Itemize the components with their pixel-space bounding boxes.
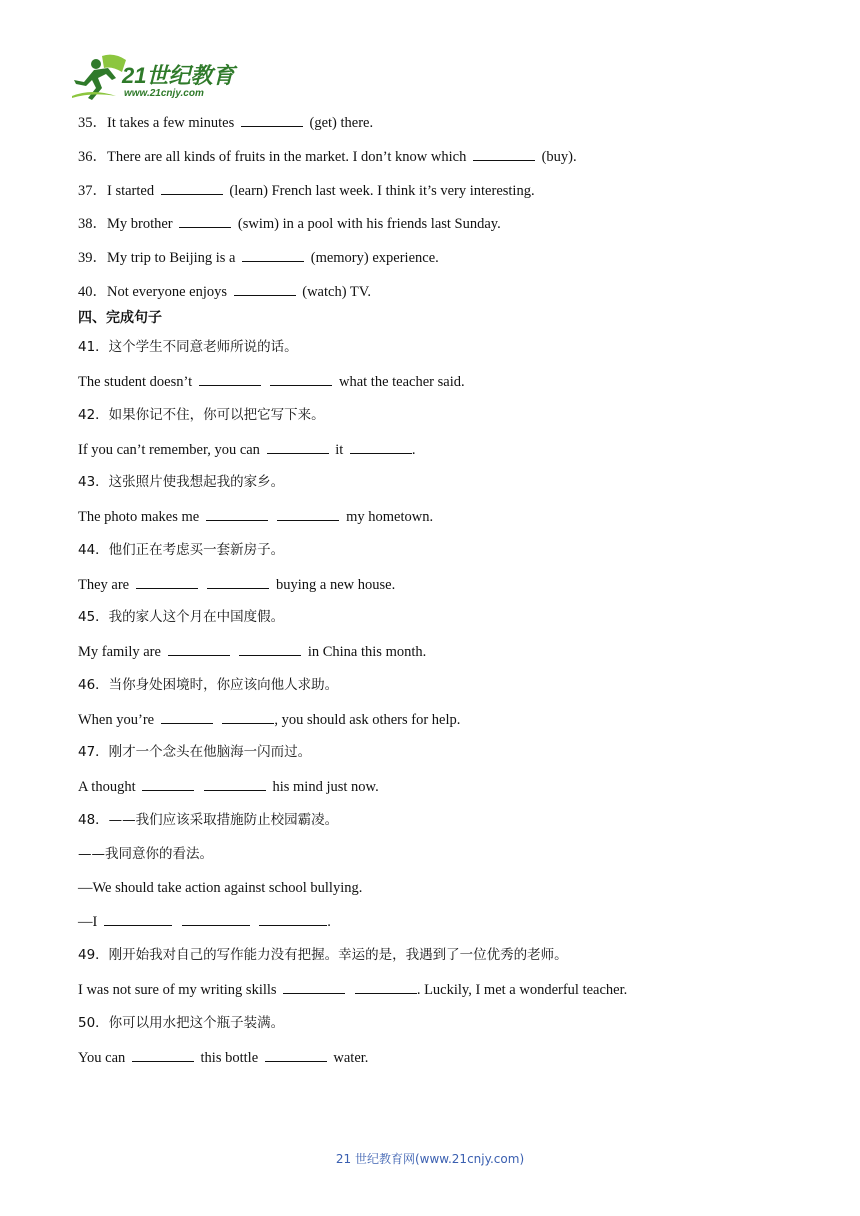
answer-blank[interactable] <box>239 641 301 656</box>
answer-blank[interactable] <box>259 911 327 926</box>
question-47-chinese: 47．刚才一个念头在他脑海一闪而过。 <box>78 744 312 760</box>
logo-url-text: www.21cnjy.com <box>124 88 204 99</box>
question-36: 36．There are all kinds of fruits in the market. I don’t know which (buy). <box>78 146 577 167</box>
question-37: 37．I started (learn) French last week. I think it’s very interesting. <box>78 180 535 201</box>
question-44-english: They are buying a new house. <box>78 574 395 595</box>
answer-blank[interactable] <box>355 979 417 994</box>
question-42-chinese: 42．如果你记不住，你可以把它写下来。 <box>78 407 325 423</box>
question-43-english: The photo makes me my hometown. <box>78 506 433 527</box>
answer-blank[interactable] <box>207 574 269 589</box>
question-48-chinese-1: 48．——我们应该采取措施防止校园霸凌。 <box>78 812 339 828</box>
question-45-chinese: 45．我的家人这个月在中国度假。 <box>78 609 285 625</box>
answer-blank[interactable] <box>206 506 268 521</box>
question-42-english: If you can’t remember, you can it . <box>78 439 416 460</box>
answer-blank[interactable] <box>142 776 194 791</box>
question-number: 37． <box>78 183 107 199</box>
question-number: 40． <box>78 284 107 300</box>
answer-blank[interactable] <box>473 146 535 161</box>
question-47-english: A thought his mind just now. <box>78 776 379 797</box>
question-48-chinese-2: ——我同意你的看法。 <box>78 846 213 862</box>
answer-blank[interactable] <box>270 371 332 386</box>
question-43-chinese: 43．这张照片使我想起我的家乡。 <box>78 474 285 490</box>
logo-brand-text: 21世纪教育 <box>122 63 235 88</box>
question-48-english-2: —I . <box>78 911 331 932</box>
site-logo <box>72 52 242 104</box>
question-number: 39． <box>78 250 107 266</box>
answer-blank[interactable] <box>267 439 329 454</box>
answer-blank[interactable] <box>179 213 231 228</box>
answer-blank[interactable] <box>265 1047 327 1062</box>
answer-blank[interactable] <box>222 709 274 724</box>
answer-blank[interactable] <box>132 1047 194 1062</box>
question-39: 39．My trip to Beijing is a (memory) experience. <box>78 247 439 268</box>
answer-blank[interactable] <box>136 574 198 589</box>
question-number: 35． <box>78 115 107 131</box>
question-46-chinese: 46．当你身处困境时，你应该向他人求助。 <box>78 677 339 693</box>
question-49-english: I was not sure of my writing skills . Luckily, I met a wonderful teacher. <box>78 979 627 1000</box>
section-title: 四、完成句子 <box>78 310 162 326</box>
answer-blank[interactable] <box>283 979 345 994</box>
question-41-chinese: 41．这个学生不同意老师所说的话。 <box>78 339 298 355</box>
question-38: 38．My brother (swim) in a pool with his friends last Sunday. <box>78 213 501 234</box>
answer-blank[interactable] <box>241 112 303 127</box>
question-49-chinese: 49．刚开始我对自己的写作能力没有把握。幸运的是，我遇到了一位优秀的老师。 <box>78 947 568 963</box>
answer-blank[interactable] <box>199 371 261 386</box>
answer-blank[interactable] <box>242 247 304 262</box>
question-50-english: You can this bottle water. <box>78 1047 368 1068</box>
answer-blank[interactable] <box>161 709 213 724</box>
question-44-chinese: 44．他们正在考虑买一套新房子。 <box>78 542 285 558</box>
question-number: 36． <box>78 149 107 165</box>
question-number: 38． <box>78 216 107 232</box>
question-41-english: The student doesn’t what the teacher said. <box>78 371 465 392</box>
page-footer: 21 世纪教育网(www.21cnjy.com) <box>335 1152 525 1166</box>
answer-blank[interactable] <box>182 911 250 926</box>
answer-blank[interactable] <box>277 506 339 521</box>
answer-blank[interactable] <box>168 641 230 656</box>
answer-blank[interactable] <box>204 776 266 791</box>
question-46-english: When you’re , you should ask others for help. <box>78 709 460 730</box>
answer-blank[interactable] <box>161 180 223 195</box>
answer-blank[interactable] <box>234 281 296 296</box>
question-48-english-1: —We should take action against school bullying. <box>78 880 363 896</box>
question-40: 40．Not everyone enjoys (watch) TV. <box>78 281 371 302</box>
answer-blank[interactable] <box>104 911 172 926</box>
question-45-english: My family are in China this month. <box>78 641 426 662</box>
answer-blank[interactable] <box>350 439 412 454</box>
question-35: 35．It takes a few minutes (get) there. <box>78 112 373 133</box>
question-50-chinese: 50．你可以用水把这个瓶子装满。 <box>78 1015 285 1031</box>
runner-icon <box>72 52 128 102</box>
